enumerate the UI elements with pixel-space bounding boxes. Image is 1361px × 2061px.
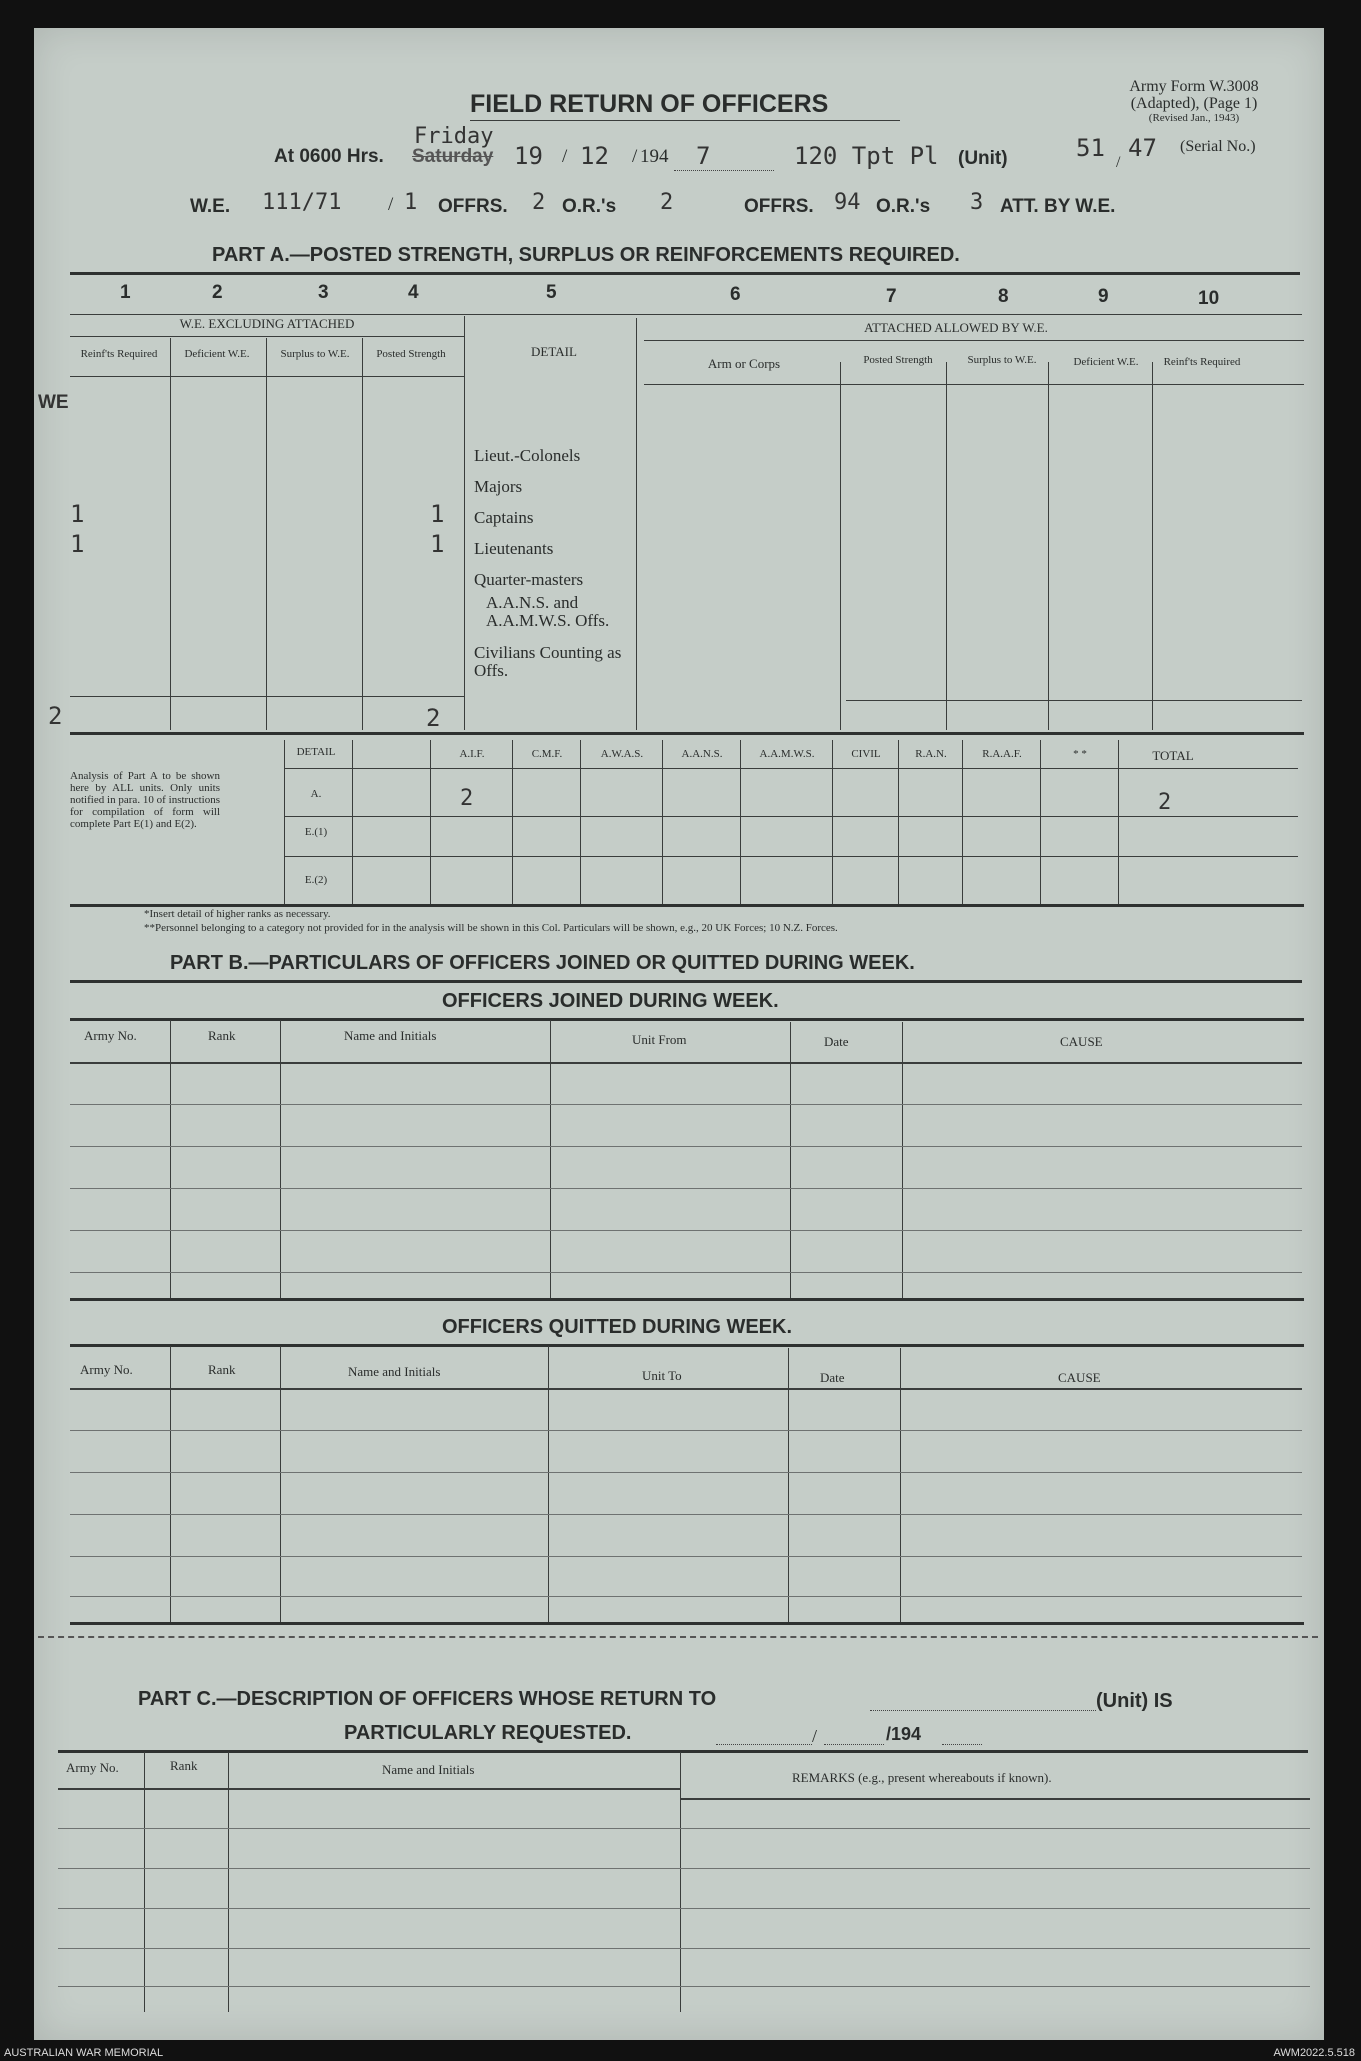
day-number: 19: [514, 142, 543, 170]
form-reference: [1064, 78, 1324, 124]
part-b-heading: PART B.—PARTICULARS OF OFFICERS JOINED OR QUITTED DURING WEEK.: [170, 952, 915, 974]
rank-civilians: Civilians Counting as Offs.: [474, 643, 622, 680]
rank-lieut-colonels: Lieut.-Colonels: [474, 446, 581, 465]
lieutenants-reinf: 1: [70, 530, 85, 558]
col-num-7: 7: [886, 286, 897, 307]
ors2-value: 3: [970, 190, 984, 215]
partc-hdr-army-no: Army No.: [66, 1760, 119, 1775]
joined-hdr-rank: Rank: [208, 1028, 236, 1043]
we-label: W.E.: [190, 196, 231, 217]
hdr-att-reinf: Reinf'ts Required: [1163, 356, 1241, 368]
col-num-8: 8: [998, 286, 1009, 307]
footnote-1: *Insert detail of higher ranks as necessary.: [144, 908, 331, 920]
col-num-9: 9: [1098, 286, 1109, 307]
quitted-hdr-cause: CAUSE: [1058, 1370, 1101, 1385]
unit-label: (Unit): [958, 148, 1008, 169]
hdr-surplus: Surplus to W.E.: [280, 348, 350, 360]
rank-lieutenants: Lieutenants: [474, 539, 554, 558]
footer-left: AUSTRALIAN WAR MEMORIAL: [4, 2047, 164, 2059]
form-ref-line3: (Revised Jan., 1943): [1148, 112, 1240, 124]
col-num-5: 5: [546, 282, 557, 303]
quitted-hdr-rank: Rank: [208, 1362, 236, 1377]
offrs-value: 2: [532, 190, 546, 215]
joined-heading: OFFICERS JOINED DURING WEEK.: [442, 990, 779, 1012]
analysis-hdr-aamws: A.A.M.W.S.: [759, 748, 815, 760]
joined-hdr-cause: CAUSE: [1060, 1034, 1103, 1049]
offrs2-value: 94: [834, 190, 861, 215]
hdr-detail: DETAIL: [531, 344, 577, 359]
form-sheet: Army Form W.3008 (Adapted), (Page 1) (Revised Jan., 1943) 51 / 47 (Serial No.) FIELD RETURN OF OFFICERS Friday At 0600 Hrs. Saturday 19 / 12 / 194 7 120 Tpt Pl (Unit) W.E. 111/71 / 1 OFFRS. 2 O.R.'s 2 OFFRS. 94 O.R.'s 3 ATT. BY W.E. PART A.—POSTED STRENGTH, SURPLUS OR REINFORCEMENTS REQUIRED. 1 2 3 4 5 6 7 8 9 10 W.E. EXCLUDING ATTACHED ATTACHED ALLOWED BY W.E. Reinf'ts Required Deficient W.E. Surplus to W.E. Posted Strength DETAIL Arm or Corps Posted Strength Surplus to W.E. Deficient W.E. Reinf'ts Required WE Lieut.-Colonels Majors Captains Lieutenants Quarter-masters A.A.N.S. and A.A.M.W.S. Offs. Civilians Counting as Offs. 1 1 1 1 2 2 Analysis of Part A to be shown here by ALL units. Only units notified in para. 10 of instructions for compilation of form will complete Part E(1) and E(2). DETAIL A.I.F. C.M.F. A.W.A.S. A.A.N.S. A.A.M.W.S. CIVIL R.A.N. R.A.A.F. * * TOTAL A. 2 2 E.(1) E.(2) *Insert detail of higher ranks as necessary. **Personnel belonging to a category not provided for in the analysis will be shown in this Col. Particulars will be shown, e.g., 20 UK Forces; 10 N.Z. Forces. PART B.—PARTICULARS OF OFFICERS JOINED OR QUITTED DURING WEEK. OFFICERS JOINED DURING WEEK. Army No. Rank Name and Initials Unit From Date CAUSE OFFICERS QUITTED DURING WEEK. Army No. Rank Name and Initials Unit To Date CAUSE PART C.—DESCRIPTION OF OFFICERS WHOSE RETURN TO (Unit) IS PARTICULARLY REQUESTED. / /194 Army No. Rank Name and Initials REMARKS (e.g., present whereabouts if known).: [34, 28, 1324, 2040]
year-prefix: 194: [640, 146, 669, 167]
month: 12: [580, 142, 609, 170]
offrs2-label: OFFRS.: [744, 196, 814, 217]
total-posted: 2: [426, 704, 441, 732]
quitted-hdr-army-no: Army No.: [80, 1362, 133, 1377]
analysis-hdr-aif: A.I.F.: [459, 748, 485, 760]
we-mark: WE: [38, 392, 69, 413]
rank-aans: A.A.N.S. and A.A.M.W.S. Offs.: [486, 593, 610, 630]
form-ref-line2: (Adapted), (Page 1): [1130, 95, 1258, 112]
rank-captains: Captains: [474, 508, 534, 527]
partc-hdr-name: Name and Initials: [382, 1762, 475, 1777]
form-ref-line1: Army Form W.3008: [1129, 78, 1259, 95]
rank-majors: Majors: [474, 477, 523, 496]
ors-label: O.R.'s: [562, 196, 617, 217]
hdr-arm-corps: Arm or Corps: [707, 356, 781, 371]
quitted-hdr-date: Date: [820, 1370, 845, 1385]
joined-hdr-army-no: Army No.: [84, 1028, 137, 1043]
analysis-hdr-ran: R.A.N.: [915, 748, 947, 760]
col-num-2: 2: [212, 282, 223, 303]
analysis-row-a: A.: [310, 788, 322, 800]
analysis-hdr-raaf: R.A.A.F.: [982, 748, 1022, 760]
part-c-heading-unit: (Unit) IS: [1096, 1690, 1173, 1712]
total-reinf: 2: [48, 702, 63, 730]
ors-value: 2: [660, 190, 674, 215]
hdr-posted-strength: Posted Strength: [376, 348, 446, 360]
analysis-note: Analysis of Part A to be shown here by ALL units. Only units notified in para. 10 of instructions for compilation of form will complete Part E(1) and E(2).: [70, 770, 220, 830]
col-num-3: 3: [318, 282, 329, 303]
analysis-row-e1: E.(1): [304, 826, 328, 838]
analysis-hdr-total: TOTAL: [1152, 748, 1194, 763]
serial-b: 47: [1128, 134, 1157, 162]
attached-allowed-label: ATTACHED ALLOWED BY W.E.: [864, 320, 1048, 335]
joined-hdr-date: Date: [824, 1034, 849, 1049]
lieutenants-posted: 1: [430, 530, 445, 558]
hdr-att-surplus: Surplus to W.E.: [967, 354, 1037, 366]
perforation-line: [38, 1636, 1318, 1639]
page-title: FIELD RETURN OF OFFICERS: [470, 90, 829, 118]
quitted-hdr-name: Name and Initials: [348, 1364, 441, 1379]
analysis-aif-a: 2: [460, 786, 474, 811]
captains-posted: 1: [430, 500, 445, 528]
unit-value: 120 Tpt Pl: [794, 142, 939, 170]
analysis-hdr-awas: A.W.A.S.: [600, 748, 644, 760]
analysis-hdr-aans: A.A.N.S.: [681, 748, 723, 760]
serial-label: (Serial No.): [1180, 138, 1256, 155]
footnote-2: **Personnel belonging to a category not provided for in the analysis will be shown in this Col. Particulars will be shown, e.g., 20 UK Forces; 10 N.Z. Forces.: [144, 922, 838, 934]
rank-quarter-masters: Quarter-masters: [474, 570, 584, 589]
analysis-hdr-cmf: C.M.F.: [531, 748, 563, 760]
part-c-year: /194: [886, 1724, 922, 1744]
partc-hdr-remarks: REMARKS (e.g., present whereabouts if known).: [792, 1770, 1052, 1785]
rank-list: [474, 440, 583, 595]
col-num-1: 1: [120, 282, 131, 303]
analysis-row-e2: E.(2): [304, 874, 328, 886]
we-excluding-attached-label: W.E. EXCLUDING ATTACHED: [179, 316, 355, 331]
analysis-hdr-other: * *: [1073, 748, 1087, 760]
col-num-10: 10: [1198, 288, 1220, 309]
joined-hdr-name: Name and Initials: [344, 1028, 437, 1043]
day-struck: Saturday: [412, 146, 494, 167]
ors2-label: O.R.'s: [876, 196, 931, 217]
col-num-4: 4: [408, 282, 419, 303]
hdr-att-posted: Posted Strength: [863, 354, 933, 366]
year-digit: 7: [696, 142, 711, 170]
part-c-heading-a: PART C.—DESCRIPTION OF OFFICERS WHOSE RETURN TO: [138, 1688, 717, 1710]
quitted-hdr-unit-to: Unit To: [642, 1368, 682, 1383]
hdr-reinf-required: Reinf'ts Required: [80, 348, 158, 360]
offrs-label: OFFRS.: [438, 196, 508, 217]
serial-a: 51: [1076, 134, 1105, 162]
partc-hdr-rank: Rank: [170, 1758, 198, 1773]
footer-right: AWM2022.5.518: [1273, 2047, 1355, 2059]
part-c-heading-b: PARTICULARLY REQUESTED.: [344, 1722, 632, 1744]
quitted-heading: OFFICERS QUITTED DURING WEEK.: [442, 1316, 792, 1338]
analysis-hdr-detail: DETAIL: [296, 746, 336, 758]
captains-reinf: 1: [70, 500, 85, 528]
hdr-att-deficient: Deficient W.E.: [1073, 356, 1139, 368]
analysis-hdr-civil: CIVIL: [851, 748, 881, 760]
we-value: 111/71: [262, 190, 342, 215]
part-a-heading: PART A.—POSTED STRENGTH, SURPLUS OR REINFORCEMENTS REQUIRED.: [212, 244, 960, 266]
we-value-2: 1: [404, 190, 418, 215]
at-hours-label: At 0600 Hrs.: [274, 146, 384, 167]
att-by-we-label: ATT. BY W.E.: [1000, 196, 1116, 217]
analysis-total-a: 2: [1158, 790, 1172, 815]
day-written: Friday: [414, 124, 494, 149]
joined-hdr-unit-from: Unit From: [632, 1032, 687, 1047]
col-num-6: 6: [730, 284, 741, 305]
hdr-deficient: Deficient W.E.: [184, 348, 250, 360]
